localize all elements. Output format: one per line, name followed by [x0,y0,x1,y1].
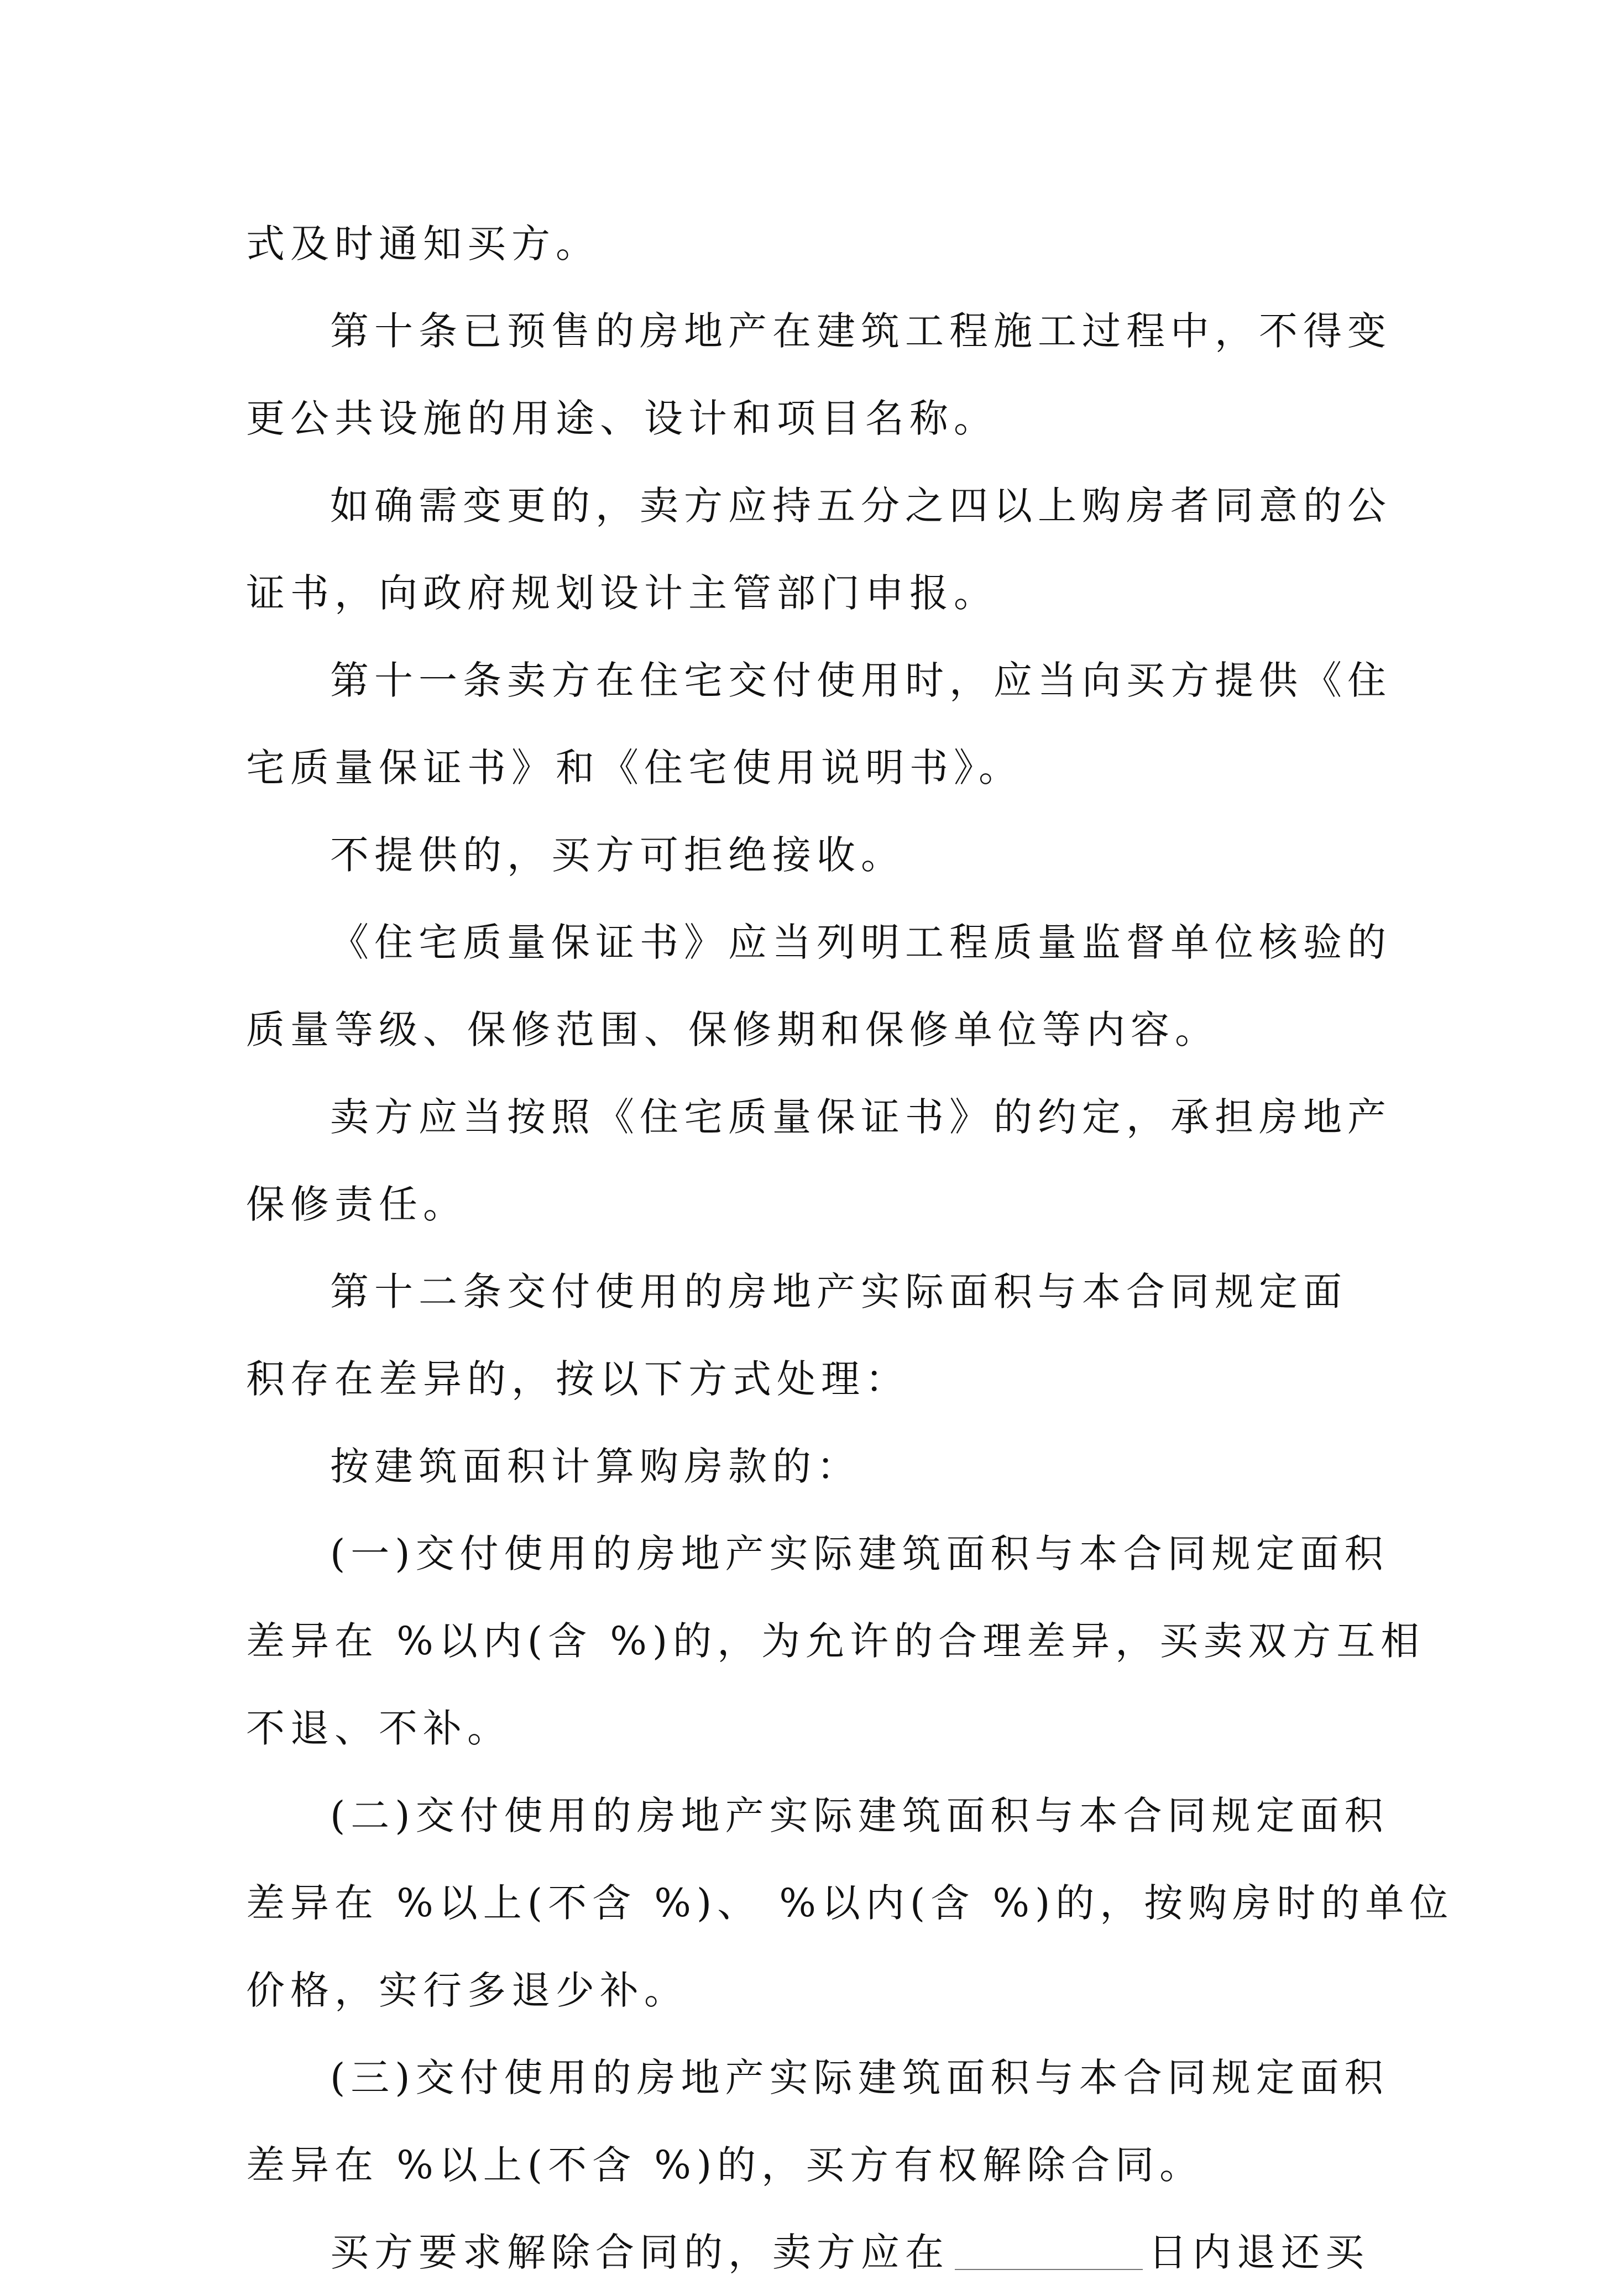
paragraph-line: 式及时通知买方。 [246,221,600,266]
paragraph-line: 差异在 %以上(不含 %)、 %以内(含 %)的，按购房时的单位 [246,1880,1454,1926]
contract-body [246,200,1454,2296]
paragraph-line: 保修责任。 [246,1182,467,1227]
paragraph-line: 不提供的，买方可拒绝接收。 [330,832,905,878]
paragraph-line: 差异在 %以上(不含 %)的，买方有权解除合同。 [246,2142,1204,2188]
paragraph-line: 更公共设施的用途、设计和项目名称。 [246,396,998,441]
paragraph-line: 证书，向政府规划设计主管部门申报。 [246,570,998,616]
paragraph-line: 质量等级、保修范围、保修期和保修单位等内容。 [246,1007,1219,1052]
paragraph-line: 宅质量保证书》和《住宅使用说明书》。 [246,745,1023,790]
paragraph-line-with-blank [246,2209,1368,2296]
paragraph-line: (三)交付使用的房地产实际建筑面积与本合同规定面积 [330,2055,1389,2100]
paragraph-line: 如确需变更的，卖方应持五分之四以上购房者同意的公 [330,483,1392,528]
paragraph-line: 不退、不补。 [246,1706,511,1751]
paragraph-line: 第十二条交付使用的房地产实际面积与本合同规定面 [330,1269,1347,1314]
blank-before-text: 买方要求解除合同的，卖方应在 [330,2230,949,2275]
paragraph-line: 第十条已预售的房地产在建筑工程施工过程中，不得变 [330,308,1392,354]
paragraph-line: 差异在 %以内(含 %)的，为允许的合理差异，买卖双方互相 [246,1618,1425,1664]
paragraph-line: (一)交付使用的房地产实际建筑面积与本合同规定面积 [330,1531,1389,1576]
paragraph-line: (二)交付使用的房地产实际建筑面积与本合同规定面积 [330,1793,1389,1838]
paragraph-line: 《住宅质量保证书》应当列明工程质量监督单位核验的 [330,920,1392,965]
blank-after-text: 日内退还买 [1148,2230,1369,2275]
paragraph-line: 第十一条卖方在住宅交付使用时，应当向买方提供《住 [330,658,1392,703]
paragraph-line: 积存在差异的，按以下方式处理： [246,1356,909,1402]
paragraph-line: 按建筑面积计算购房款的： [330,1444,861,1489]
paragraph-line: 价格，实行多退少补。 [246,1968,688,2013]
days-blank-field [955,2230,1143,2270]
paragraph-line: 卖方应当按照《住宅质量保证书》的约定，承担房地产 [330,1094,1392,1140]
